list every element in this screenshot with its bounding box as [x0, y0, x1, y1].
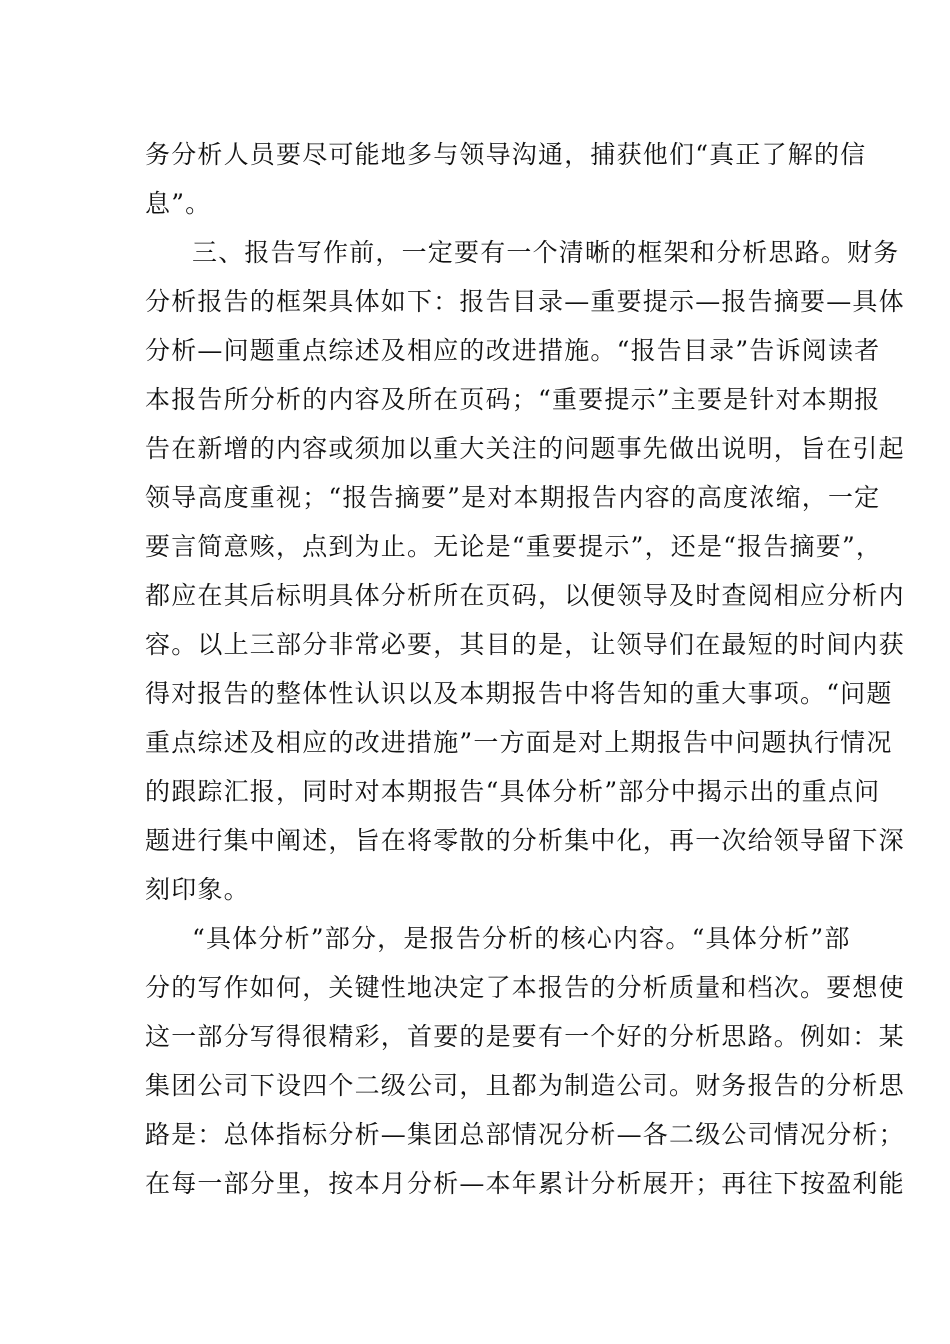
text-line-22: 在每一部分里，按本月分析—本年累计分析展开；再往下按盈利能: [145, 1169, 905, 1198]
text-line-5: 分析—问题重点综述及相应的改进措施。“报告目录”告诉阅读者: [145, 336, 881, 365]
text-line-16: 刻印象。: [145, 875, 250, 904]
text-line-12: 得对报告的整体性认识以及本期报告中将告知的重大事项。“问题: [145, 679, 893, 708]
text-line-1: 务分析人员要尽可能地多与领导沟通，捕获他们“真正了解的信: [145, 140, 867, 169]
paragraph-4-first-line: “具体分析”部分，是报告分析的核心内容。“具体分析”部: [192, 924, 851, 953]
text-line-4: 分析报告的框架具体如下：报告目录—重要提示—报告摘要—具体: [145, 287, 905, 316]
text-line-2: 息”。: [145, 189, 212, 218]
paragraph-3-first-line: 三、报告写作前，一定要有一个清晰的框架和分析思路。财务: [192, 238, 900, 267]
text-line-11: 容。以上三部分非常必要，其目的是，让领导们在最短的时间内获: [145, 630, 905, 659]
text-line-14: 的跟踪汇报，同时对本期报告“具体分析”部分中揭示出的重点问: [145, 777, 881, 806]
text-line-21: 路是：总体指标分析—集团总部情况分析—各二级公司情况分析；: [145, 1120, 905, 1149]
text-line-15: 题进行集中阐述，旨在将零散的分析集中化，再一次给领导留下深: [145, 826, 905, 855]
text-line-9: 要言简意赅，点到为止。无论是“重要提示”，还是“报告摘要”，: [145, 532, 883, 561]
text-line-8: 领导高度重视；“报告摘要”是对本期报告内容的高度浓缩，一定: [145, 483, 881, 512]
text-line-19: 这一部分写得很精彩，首要的是要有一个好的分析思路。例如：某: [145, 1022, 905, 1051]
text-line-13: 重点综述及相应的改进措施”一方面是对上期报告中问题执行情况: [145, 728, 893, 757]
text-line-20: 集团公司下设四个二级公司，且都为制造公司。财务报告的分析思: [145, 1071, 905, 1100]
text-line-6: 本报告所分析的内容及所在页码；“重要提示”主要是针对本期报: [145, 385, 881, 414]
text-line-10: 都应在其后标明具体分析所在页码，以便领导及时查阅相应分析内: [145, 581, 905, 610]
text-line-18: 分的写作如何，关键性地决定了本报告的分析质量和档次。要想使: [145, 973, 905, 1002]
text-line-7: 告在新增的内容或须加以重大关注的问题事先做出说明，旨在引起: [145, 434, 905, 463]
